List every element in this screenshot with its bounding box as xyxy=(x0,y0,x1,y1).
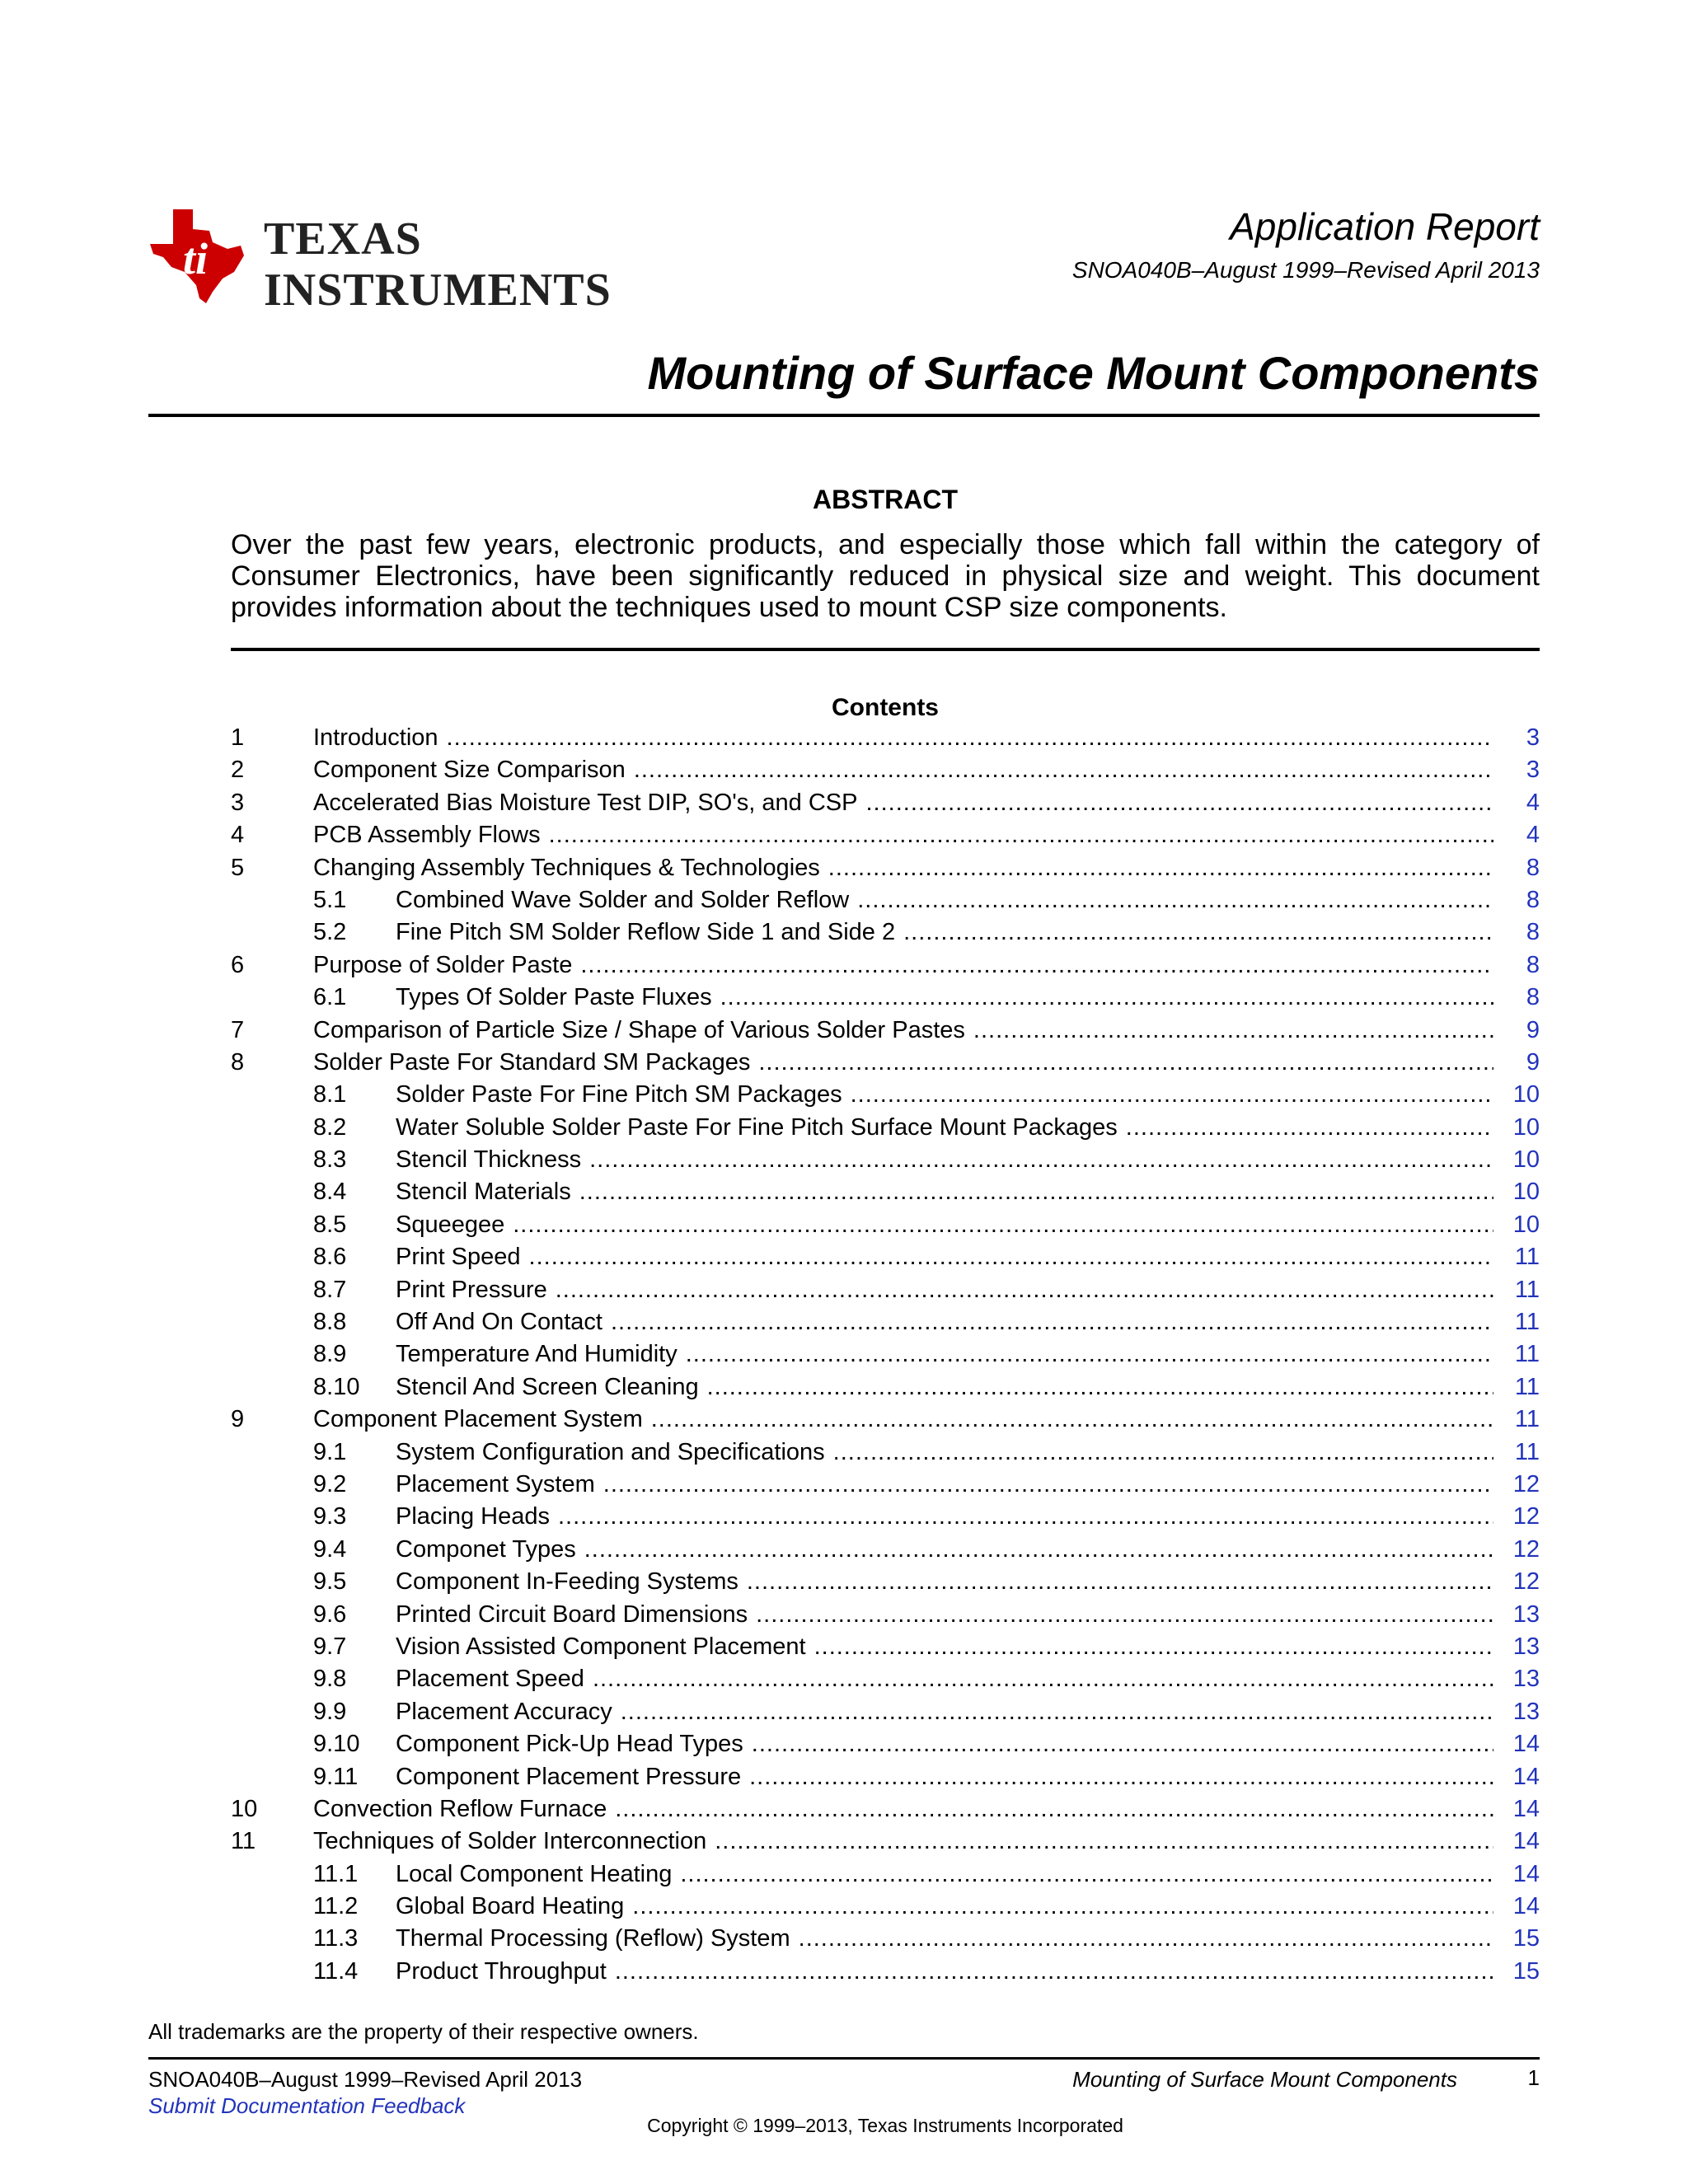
toc-entry-page-link[interactable]: 13 xyxy=(1512,1698,1540,1725)
toc-leader-dots xyxy=(752,1728,1493,1760)
toc-leader-dots xyxy=(747,1566,1493,1598)
toc-entry-label[interactable]: Component Placement System xyxy=(313,1406,643,1433)
toc-entry[interactable] xyxy=(231,1015,1540,1047)
toc-entry-label[interactable]: Types Of Solder Paste Fluxes xyxy=(396,984,712,1011)
toc-entry-page-link[interactable]: 12 xyxy=(1512,1503,1540,1530)
toc-entry-page-link[interactable]: 8 xyxy=(1526,886,1540,913)
toc-entry-page-link[interactable]: 8 xyxy=(1526,919,1540,946)
toc-entry-label[interactable]: Introduction xyxy=(313,724,438,751)
toc-leader-dots xyxy=(584,1534,1493,1566)
toc-entry[interactable] xyxy=(231,819,1540,851)
toc-leader-dots xyxy=(579,1176,1493,1208)
toc-entry-number: 8.5 xyxy=(313,1211,347,1238)
trademarks-notice: All trademarks are the property of their respective owners. xyxy=(148,2019,699,2044)
toc-entry-label[interactable]: Vision Assisted Component Placement xyxy=(396,1633,806,1660)
toc-entry-label[interactable]: Stencil Materials xyxy=(396,1179,571,1206)
title-divider xyxy=(148,414,1540,417)
toc-entry[interactable] xyxy=(231,1761,1540,1793)
toc-leader-dots xyxy=(814,1631,1493,1663)
toc-entry-page-link[interactable]: 11 xyxy=(1514,1438,1540,1465)
toc-entry-label[interactable]: Component In-Feeding Systems xyxy=(396,1568,738,1596)
toc-entry[interactable] xyxy=(231,1891,1540,1923)
toc-entry[interactable] xyxy=(231,1209,1540,1241)
toc-entry-label[interactable]: System Configuration and Specifications xyxy=(396,1438,825,1465)
toc-entry-page-link[interactable]: 3 xyxy=(1526,757,1540,784)
toc-leader-dots xyxy=(749,1761,1493,1793)
toc-entry-label[interactable]: Accelerated Bias Moisture Test DIP, SO's, and CSP xyxy=(313,789,858,816)
ti-logo xyxy=(148,206,612,316)
toc-entry[interactable] xyxy=(231,1858,1540,1891)
toc-entry[interactable] xyxy=(231,1469,1540,1501)
toc-leader-dots xyxy=(580,949,1493,982)
toc-leader-dots xyxy=(634,754,1493,786)
toc-entry-label[interactable]: Stencil And Screen Cleaning xyxy=(396,1373,699,1400)
ti-wordmark xyxy=(264,213,612,316)
toc-leader-dots xyxy=(615,1956,1493,1988)
toc-leader-dots xyxy=(851,1079,1493,1111)
toc-entry[interactable] xyxy=(231,884,1540,916)
toc-leader-dots xyxy=(686,1338,1493,1371)
toc-entry-number: 3 xyxy=(231,789,245,816)
toc-leader-dots xyxy=(513,1209,1493,1241)
toc-entry-page-link[interactable]: 8 xyxy=(1526,984,1540,1011)
toc-entry[interactable] xyxy=(231,1176,1540,1208)
toc-entry-number: 8.10 xyxy=(313,1373,360,1400)
toc-entry-number: 5.1 xyxy=(313,886,347,913)
toc-leader-dots xyxy=(651,1404,1493,1436)
toc-entry[interactable] xyxy=(231,787,1540,819)
toc-entry[interactable] xyxy=(231,1501,1540,1533)
toc-leader-dots xyxy=(1126,1112,1493,1144)
toc-entry[interactable] xyxy=(231,1274,1540,1306)
toc-entry-number: 9.6 xyxy=(313,1601,347,1628)
toc-entry-number: 8.2 xyxy=(313,1113,347,1141)
toc-entry[interactable] xyxy=(231,1631,1540,1663)
toc-entry-page-link[interactable]: 12 xyxy=(1512,1568,1540,1596)
toc-entry[interactable] xyxy=(231,1663,1540,1695)
toc-entry[interactable] xyxy=(231,1599,1540,1631)
toc-entry-number: 6.1 xyxy=(313,984,347,1011)
toc-leader-dots xyxy=(593,1663,1493,1695)
toc-entry-number: 9.4 xyxy=(313,1535,347,1563)
toc-entry-label[interactable]: Fine Pitch SM Solder Reflow Side 1 and Side 2 xyxy=(396,919,896,946)
toc-entry-label[interactable]: Stencil Thickness xyxy=(396,1146,582,1174)
toc-entry[interactable] xyxy=(231,1793,1540,1825)
toc-entry[interactable] xyxy=(231,722,1540,754)
toc-leader-dots xyxy=(603,1469,1493,1501)
toc-leader-dots xyxy=(611,1306,1493,1338)
footer-divider xyxy=(148,2057,1540,2060)
toc-entry-number: 8.1 xyxy=(313,1081,347,1108)
toc-entry[interactable] xyxy=(231,1112,1540,1144)
toc-entry-number: 9.9 xyxy=(313,1698,347,1725)
toc-entry[interactable] xyxy=(231,1306,1540,1338)
toc-entry[interactable] xyxy=(231,1956,1540,1988)
toc-entry-number: 11 xyxy=(231,1828,256,1855)
toc-entry[interactable] xyxy=(231,1923,1540,1955)
toc-entry-label[interactable]: Purpose of Solder Paste xyxy=(313,951,573,978)
abstract-heading: ABSTRACT xyxy=(813,485,958,514)
toc-leader-dots xyxy=(549,819,1493,851)
toc-entry-label[interactable]: PCB Assembly Flows xyxy=(313,822,541,849)
toc-entry-page-link[interactable]: 4 xyxy=(1526,789,1540,816)
toc-leader-dots xyxy=(529,1241,1493,1273)
toc-leader-dots xyxy=(828,852,1493,884)
toc-entry-number: 5 xyxy=(231,854,245,881)
toc-entry-page-link[interactable]: 11 xyxy=(1514,1276,1540,1303)
toc-leader-dots xyxy=(707,1371,1493,1404)
toc-entry[interactable] xyxy=(231,1047,1540,1079)
logo-line-1: TEXAS xyxy=(264,213,422,265)
toc-entry-page-link[interactable]: 11 xyxy=(1514,1244,1540,1271)
toc-entry-number: 8.7 xyxy=(313,1276,347,1303)
toc-entry-page-link[interactable]: 13 xyxy=(1512,1633,1540,1660)
toc-entry[interactable] xyxy=(231,1371,1540,1404)
toc-leader-dots xyxy=(973,1015,1493,1047)
toc-entry-page-link[interactable]: 10 xyxy=(1512,1113,1540,1141)
toc-entry-label[interactable]: Convection Reflow Furnace xyxy=(313,1795,607,1822)
toc-entry-number: 8.4 xyxy=(313,1179,347,1206)
toc-entry-number: 7 xyxy=(231,1016,245,1043)
toc-entry[interactable] xyxy=(231,1404,1540,1436)
abstract-divider xyxy=(231,648,1540,651)
toc-leader-dots xyxy=(756,1599,1493,1631)
toc-entry[interactable] xyxy=(231,1825,1540,1858)
toc-entry-number: 8.9 xyxy=(313,1341,347,1368)
toc-entry-label[interactable]: Printed Circuit Board Dimensions xyxy=(396,1601,748,1628)
toc-entry[interactable] xyxy=(231,1241,1540,1273)
toc-entry-page-link[interactable]: 11 xyxy=(1514,1406,1540,1433)
toc-entry-number: 9.10 xyxy=(313,1731,360,1758)
report-id: SNOA040B–August 1999–Revised April 2013 xyxy=(1071,257,1540,283)
toc-entry-number: 9 xyxy=(231,1406,245,1433)
toc-entry-number: 8.6 xyxy=(313,1244,347,1271)
abstract-text: Over the past few years, electronic products, and especially those which fall within the category of Consumer Electronics, have been significantly reduced in physical size and weight. This document provides information about the techniques used to mount CSP size components. xyxy=(231,529,1540,623)
toc-leader-dots xyxy=(615,1793,1493,1825)
toc-entry-page-link[interactable]: 10 xyxy=(1512,1146,1540,1174)
toc-entry-page-link[interactable]: 11 xyxy=(1514,1341,1540,1368)
toc-entry[interactable] xyxy=(231,1338,1540,1371)
toc-entry-page-link[interactable]: 10 xyxy=(1512,1081,1540,1108)
toc-entry[interactable] xyxy=(231,1534,1540,1566)
toc-entry-label[interactable]: Comparison of Particle Size / Shape of Various Solder Pastes xyxy=(313,1016,965,1043)
toc-entry-number: 9.8 xyxy=(313,1666,347,1693)
copyright-notice: Copyright © 1999–2013, Texas Instruments Incorporated xyxy=(647,2115,1123,2136)
toc-leader-dots xyxy=(866,787,1494,819)
toc-leader-dots xyxy=(632,1891,1493,1923)
report-type: Application Report xyxy=(1230,205,1540,248)
toc-entry-label[interactable]: Placement Speed xyxy=(396,1666,584,1693)
toc-entry-label[interactable]: Componet Types xyxy=(396,1535,576,1563)
table-of-contents xyxy=(231,722,1540,1988)
texas-state-icon xyxy=(148,206,247,305)
toc-entry[interactable] xyxy=(231,1566,1540,1598)
toc-entry-label[interactable]: Techniques of Solder Interconnection xyxy=(313,1828,707,1855)
footer-page-number: 1 xyxy=(1527,2065,1540,2090)
toc-entry-number: 9.11 xyxy=(313,1763,359,1790)
toc-entry[interactable] xyxy=(231,852,1540,884)
toc-entry-number: 8.3 xyxy=(313,1146,347,1174)
toc-entry[interactable] xyxy=(231,1728,1540,1760)
toc-entry-number: 10 xyxy=(231,1795,258,1822)
toc-entry-page-link[interactable]: 11 xyxy=(1514,1309,1540,1336)
submit-feedback-link[interactable]: Submit Documentation Feedback xyxy=(148,2093,466,2118)
toc-entry-number: 11.1 xyxy=(313,1860,359,1887)
toc-entry-label[interactable]: Squeegee xyxy=(396,1211,505,1238)
toc-leader-dots xyxy=(447,722,1493,754)
toc-entry-number: 6 xyxy=(231,951,245,978)
toc-entry-label[interactable]: Thermal Processing (Reflow) System xyxy=(396,1925,790,1952)
toc-entry-label[interactable]: Component Pick-Up Head Types xyxy=(396,1731,743,1758)
toc-entry-page-link[interactable]: 8 xyxy=(1526,951,1540,978)
toc-entry-page-link[interactable]: 14 xyxy=(1512,1893,1540,1920)
toc-entry-number: 2 xyxy=(231,757,245,784)
contents-heading: Contents xyxy=(832,694,939,721)
toc-entry-label[interactable]: Print Speed xyxy=(396,1244,521,1271)
toc-entry-number: 11.2 xyxy=(313,1893,359,1920)
toc-leader-dots xyxy=(720,982,1493,1014)
toc-entry-page-link[interactable]: 10 xyxy=(1512,1211,1540,1238)
toc-entry-page-link[interactable]: 15 xyxy=(1512,1957,1540,1985)
toc-entry-label[interactable]: Print Pressure xyxy=(396,1276,547,1303)
toc-entry[interactable] xyxy=(231,1436,1540,1469)
toc-entry-number: 8 xyxy=(231,1048,245,1076)
toc-leader-dots xyxy=(903,916,1493,949)
toc-entry-page-link[interactable]: 12 xyxy=(1512,1470,1540,1497)
toc-entry-label[interactable]: Product Throughput xyxy=(396,1957,607,1985)
toc-entry-number: 1 xyxy=(231,724,245,751)
toc-leader-dots xyxy=(715,1825,1493,1858)
toc-entry[interactable] xyxy=(231,1079,1540,1111)
toc-leader-dots xyxy=(758,1047,1493,1079)
footer-doc-title: Mounting of Surface Mount Components xyxy=(1072,2067,1457,2092)
toc-entry-label[interactable]: Off And On Contact xyxy=(396,1309,603,1336)
toc-entry-page-link[interactable]: 4 xyxy=(1526,822,1540,849)
footer-doc-id: SNOA040B–August 1999–Revised April 2013 xyxy=(148,2067,583,2092)
toc-leader-dots xyxy=(833,1436,1493,1469)
toc-entry-page-link[interactable]: 14 xyxy=(1512,1860,1540,1887)
toc-entry-label[interactable]: Placement Accuracy xyxy=(396,1698,612,1725)
toc-entry[interactable] xyxy=(231,1144,1540,1176)
toc-leader-dots xyxy=(857,884,1493,916)
toc-leader-dots xyxy=(680,1858,1493,1891)
toc-entry-label[interactable]: Changing Assembly Techniques & Technologies xyxy=(313,854,820,881)
toc-entry-page-link[interactable]: 9 xyxy=(1526,1016,1540,1043)
toc-entry-page-link[interactable]: 13 xyxy=(1512,1601,1540,1628)
toc-entry-number: 9.5 xyxy=(313,1568,347,1596)
toc-entry-label[interactable]: Solder Paste For Fine Pitch SM Packages xyxy=(396,1081,842,1108)
toc-entry-page-link[interactable]: 10 xyxy=(1512,1179,1540,1206)
toc-entry-label[interactable]: Combined Wave Solder and Solder Reflow xyxy=(396,886,850,913)
toc-entry-label[interactable]: Component Placement Pressure xyxy=(396,1763,742,1790)
toc-entry-label[interactable]: Placing Heads xyxy=(396,1503,550,1530)
toc-entry-page-link[interactable]: 11 xyxy=(1514,1373,1540,1400)
toc-entry-label[interactable]: Water Soluble Solder Paste For Fine Pitch Surface Mount Packages xyxy=(396,1113,1118,1141)
toc-entry-number: 9.7 xyxy=(313,1633,347,1660)
toc-entry-page-link[interactable]: 8 xyxy=(1526,854,1540,881)
toc-leader-dots xyxy=(799,1923,1493,1955)
toc-entry-number: 9.1 xyxy=(313,1438,347,1465)
toc-entry[interactable] xyxy=(231,916,1540,949)
toc-entry-page-link[interactable]: 12 xyxy=(1512,1535,1540,1563)
toc-entry[interactable] xyxy=(231,949,1540,982)
toc-entry-page-link[interactable]: 14 xyxy=(1512,1828,1540,1855)
toc-entry-page-link[interactable]: 14 xyxy=(1512,1763,1540,1790)
document-title: Mounting of Surface Mount Components xyxy=(647,347,1540,399)
toc-leader-dots xyxy=(558,1501,1493,1533)
toc-entry-label[interactable]: Global Board Heating xyxy=(396,1893,625,1920)
toc-entry-number: 5.2 xyxy=(313,919,347,946)
toc-entry-label[interactable]: Temperature And Humidity xyxy=(396,1341,678,1368)
toc-leader-dots xyxy=(589,1144,1493,1176)
toc-entry-number: 4 xyxy=(231,822,245,849)
toc-leader-dots xyxy=(556,1274,1493,1306)
toc-entry-number: 11.4 xyxy=(313,1957,359,1985)
toc-entry-page-link[interactable]: 3 xyxy=(1526,724,1540,751)
logo-line-2: INSTRUMENTS xyxy=(264,265,612,316)
toc-entry-label[interactable]: Solder Paste For Standard SM Packages xyxy=(313,1048,751,1076)
toc-entry-label[interactable]: Component Size Comparison xyxy=(313,757,626,784)
toc-entry-page-link[interactable]: 13 xyxy=(1512,1666,1540,1693)
toc-entry-label[interactable]: Local Component Heating xyxy=(396,1860,673,1887)
toc-entry-page-link[interactable]: 15 xyxy=(1512,1925,1540,1952)
toc-entry-number: 9.2 xyxy=(313,1470,347,1497)
toc-entry-label[interactable]: Placement System xyxy=(396,1470,595,1497)
toc-entry-page-link[interactable]: 14 xyxy=(1512,1795,1540,1822)
toc-entry-page-link[interactable]: 9 xyxy=(1526,1048,1540,1076)
svg-text:ti: ti xyxy=(183,234,209,284)
toc-entry-number: 9.3 xyxy=(313,1503,347,1530)
toc-entry-number: 8.8 xyxy=(313,1309,347,1336)
toc-entry[interactable] xyxy=(231,982,1540,1014)
toc-entry-page-link[interactable]: 14 xyxy=(1512,1731,1540,1758)
toc-entry[interactable] xyxy=(231,754,1540,786)
toc-entry[interactable] xyxy=(231,1696,1540,1728)
toc-leader-dots xyxy=(621,1696,1493,1728)
toc-entry-number: 11.3 xyxy=(313,1925,359,1952)
